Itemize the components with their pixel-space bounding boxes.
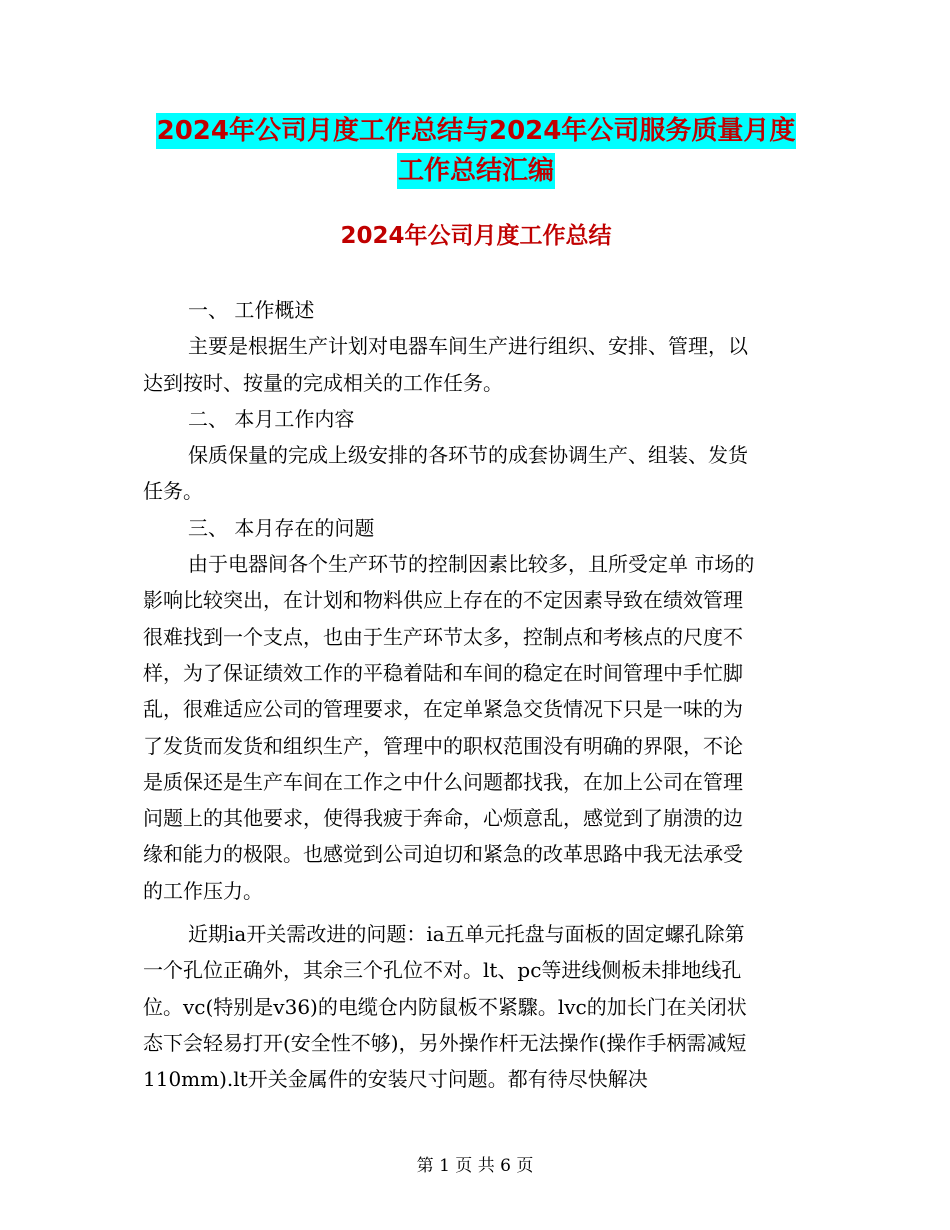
paragraph-line: 问题上的其他要求，使得我疲于奔命，心烦意乱，感觉到了崩溃的边 [143, 806, 743, 831]
paragraph-line: 近期ia开关需改进的问题：ia五单元托盘与面板的固定螺孔除第 [188, 922, 745, 947]
paragraph-line: 由于电器间各个生产环节的控制因素比较多，且所受定单 市场的 [188, 552, 755, 577]
paragraph-line: 110mm).lt开关金属件的安装尺寸问题。都有待尽快解决 [143, 1067, 648, 1092]
page-number-footer: 第 1 页 共 6 页 [416, 1156, 534, 1176]
paragraph-line: 保质保量的完成上级安排的各环节的成套协调生产、组装、发货 [188, 443, 748, 468]
paragraph-line: 影响比较突出，在计划和物料供应上存在的不定因素导致在绩效管理 [143, 588, 743, 613]
title-line-1: 2024年公司月度工作总结与2024年公司服务质量月度 [156, 113, 797, 149]
paragraph-line: 的工作压力。 [143, 878, 263, 903]
section-title: 2024年公司月度工作总结 [340, 223, 612, 249]
paragraph-line: 缘和能力的极限。也感觉到公司迫切和紧急的改革思路中我无法承受 [143, 842, 743, 867]
paragraph-line: 主要是根据生产计划对电器车间生产进行组织、安排、管理，以 [188, 334, 748, 359]
paragraph-line: 任务。 [143, 479, 203, 504]
paragraph-line: 是质保还是生产车间在工作之中什么问题都找我，在加上公司在管理 [143, 769, 743, 794]
heading-problems: 三、 本月存在的问题 [188, 515, 375, 540]
paragraph-line: 位。vc(特别是v36)的电缆仓内防鼠板不紧驟。lvc的加长门在关闭状 [143, 994, 747, 1019]
paragraph-line: 很难找到一个支点，也由于生产环节太多，控制点和考核点的尺度不 [143, 624, 743, 649]
paragraph-line: 一个孔位正确外，其余三个孔位不对。lt、pc等进线侧板未排地线孔 [143, 958, 742, 983]
paragraph-line: 态下会轻易打开(安全性不够)，另外操作杆无法操作(操作手柄需减短 [143, 1030, 747, 1055]
document-body [143, 292, 808, 1098]
heading-monthly-work: 二、 本月工作内容 [188, 406, 355, 431]
document-title [140, 113, 812, 189]
paragraph-line: 了发货而发货和组织生产，管理中的职权范围没有明确的界限，不论 [143, 733, 743, 758]
paragraph-line: 样，为了保证绩效工作的平稳着陆和车间的稳定在时间管理中手忙脚 [143, 660, 743, 685]
heading-overview: 一、 工作概述 [188, 298, 315, 322]
paragraph-line: 乱，很难适应公司的管理要求，在定单紧急交货情况下只是一味的为 [143, 697, 743, 722]
title-line-2: 工作总结汇编 [397, 153, 555, 189]
paragraph-line: 达到按时、按量的完成相关的工作任务。 [143, 370, 503, 395]
